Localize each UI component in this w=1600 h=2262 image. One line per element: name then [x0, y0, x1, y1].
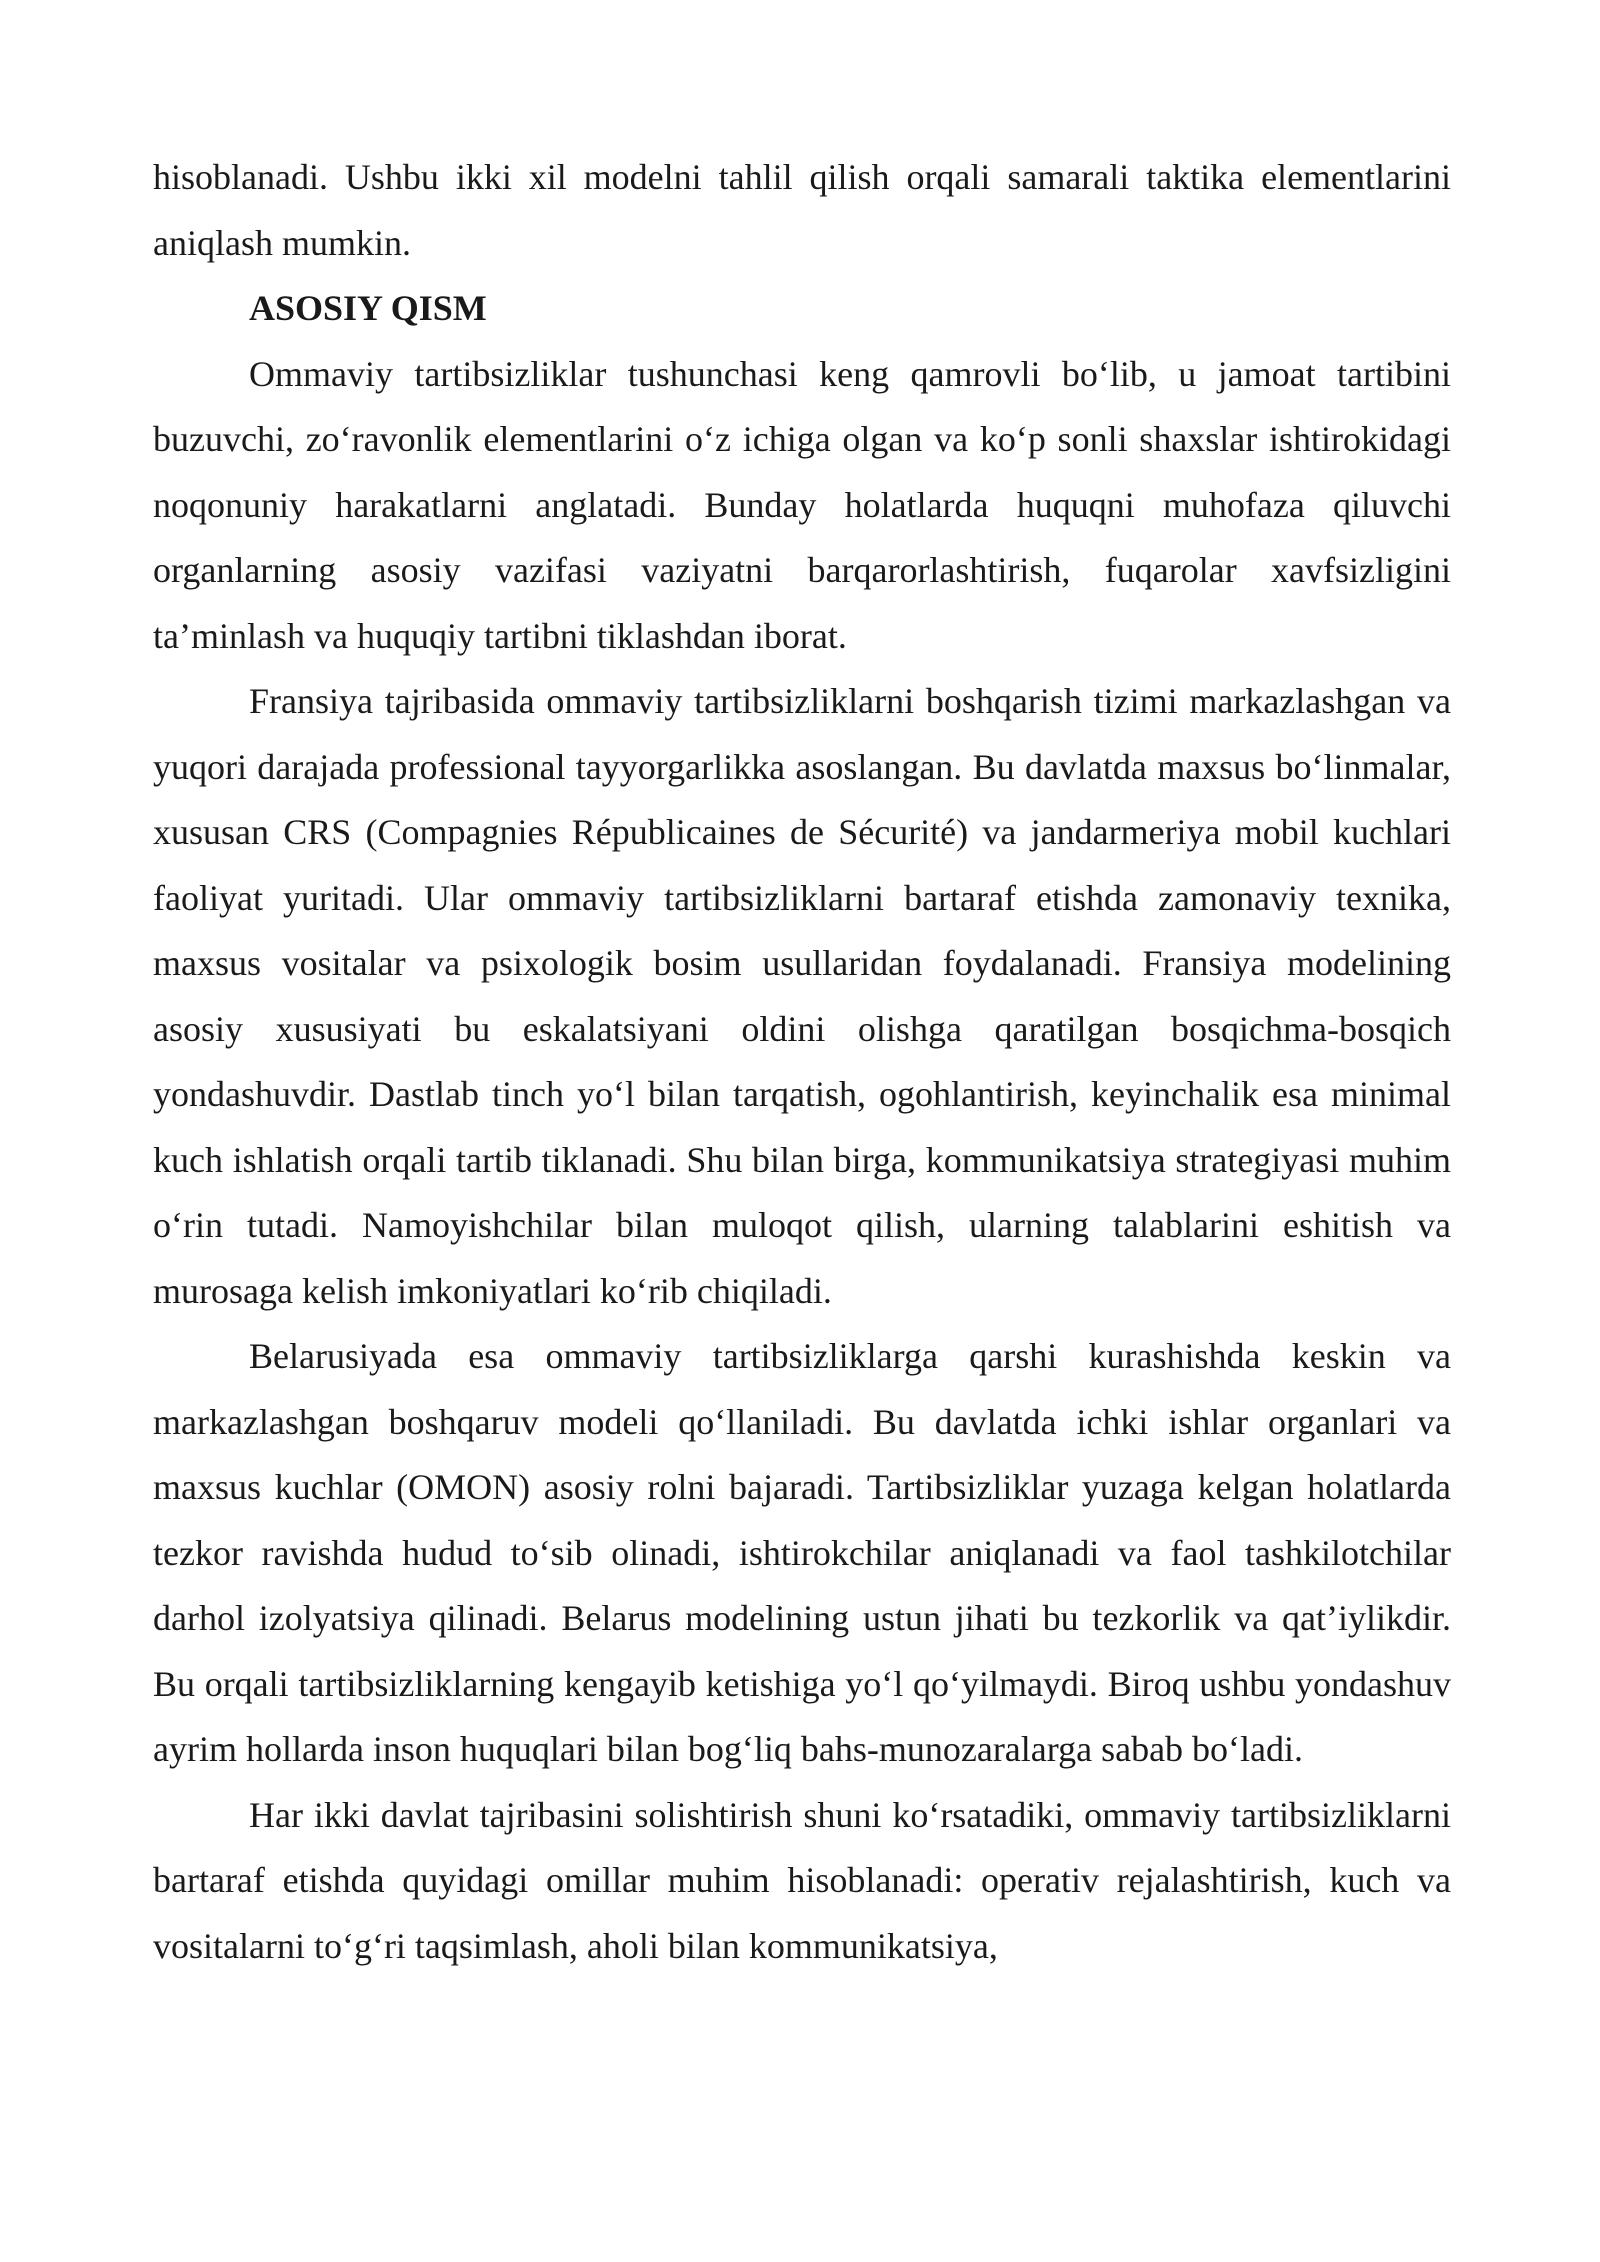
paragraph-comparison: Har ikki davlat tajribasini solishtirish shuni ko‘rsatadiki, ommaviy tartibsizliklarni bartaraf etishda quyidagi omillar muhim hisoblanadi: operativ rejalashtirish, kuch va vositalarni to‘g‘ri taqsimlash, aholi bilan kommunikatsiya,: [153, 1794, 1451, 1966]
section-heading: ASOSIY QISM: [249, 288, 487, 328]
document-body: [153, 145, 1451, 1979]
paragraph-intro-continuation: hisoblanadi. Ushbu ikki xil modelni tahlil qilish orqali samarali taktika elementlarini aniqlash mumkin.: [153, 157, 1451, 263]
paragraph-france-experience: Fransiya tajribasida ommaviy tartibsizliklarni boshqarish tizimi markazlashgan va yuqori darajada professional tayyorgarlikka asoslangan. Bu davlatda maxsus bo‘linmalar, xususan CRS (Compagnies Républicaines de Sécurité) va jandarmeriya mobil kuchlari faoliyat yuritadi. Ular ommaviy tartibsizliklarni bartaraf etishda zamonaviy texnika, maxsus vositalar va psixologik bosim usullaridan foydalanadi. Fransiya modelining asosiy xususiyati bu eskalatsiyani oldini olishga qaratilgan bosqichma-bosqich yondashuvdir. Dastlab tinch yo‘l bilan tarqatish, ogohlantirish, keyinchalik esa minimal kuch ishlatish orqali tartib tiklanadi. Shu bilan birga, kommunikatsiya strategiyasi muhim o‘rin tutadi. Namoyishchilar bilan muloqot qilish, ularning talablarini eshitish va murosaga kelish imkoniyatlari ko‘rib chiqiladi.: [153, 681, 1451, 1311]
paragraph-belarus-experience: Belarusiyada esa ommaviy tartibsizliklarga qarshi kurashishda keskin va markazlashgan boshqaruv modeli qo‘llaniladi. Bu davlatda ichki ishlar organlari va maxsus kuchlar (OMON) asosiy rolni bajaradi. Tartibsizliklar yuzaga kelgan holatlarda tezkor ravishda hudud to‘sib olinadi, ishtirokchilar aniqlanadi va faol tashkilotchilar darhol izolyatsiya qilinadi. Belarus modelining ustun jihati bu tezkorlik va qat’iylikdir. Bu orqali tartibsizliklarning kengayib ketishiga yo‘l qo‘yilmaydi. Biroq ushbu yondashuv ayrim hollarda inson huquqlari bilan bog‘liq bahs-munozaralarga sabab bo‘ladi.: [153, 1336, 1451, 1769]
paragraph-riot-definition: Ommaviy tartibsizliklar tushunchasi keng qamrovli bo‘lib, u jamoat tartibini buzuvchi, zo‘ravonlik elementlarini o‘z ichiga olgan va ko‘p sonli shaxslar ishtirokidagi noqonuniy harakatlarni anglatadi. Bunday holatlarda huquqni muhofaza qiluvchi organlarning asosiy vazifasi vaziyatni barqarorlashtirish, fuqarolar xavfsizligini ta’minlash va huquqiy tartibni tiklashdan iborat.: [153, 353, 1451, 656]
